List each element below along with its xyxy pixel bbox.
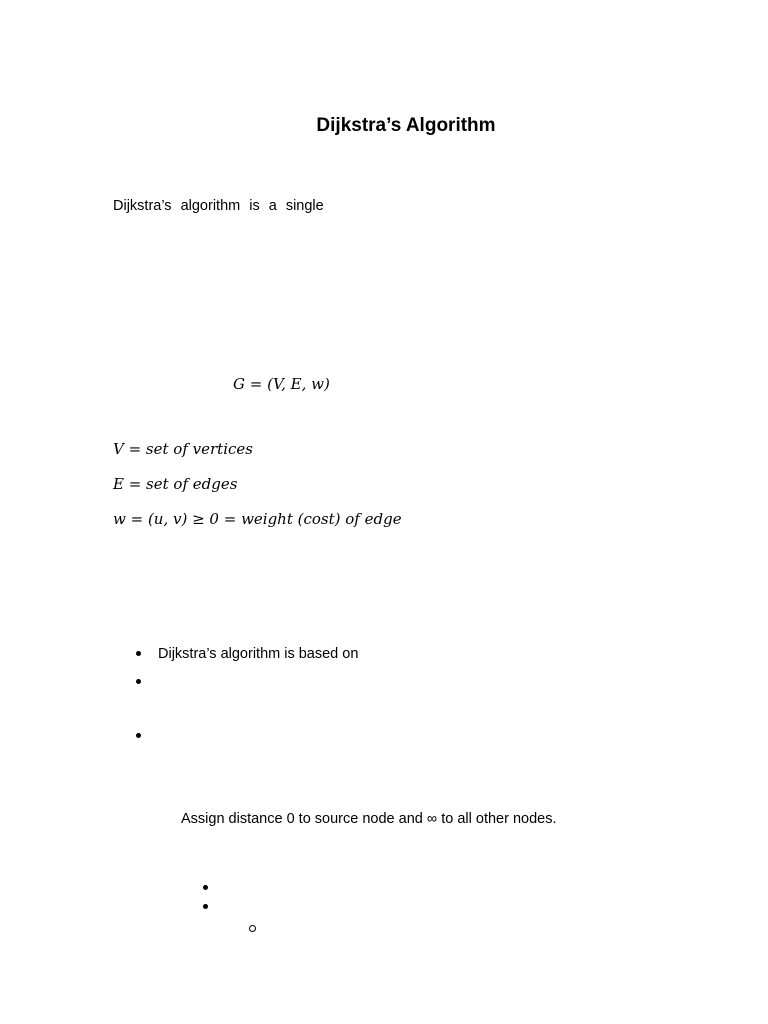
step-text: Assign distance 0 to source node and ∞ to all other nodes. xyxy=(181,811,557,827)
bullet-icon xyxy=(203,904,208,909)
page-title: Dijkstra’s Algorithm xyxy=(316,115,496,136)
bullet-icon xyxy=(136,651,141,656)
hollow-bullet-icon xyxy=(249,925,256,932)
graph-definition: G = (V, E, w) xyxy=(233,375,330,393)
bullet-icon xyxy=(203,885,208,890)
bullet-icon xyxy=(136,679,141,684)
weight-definition: w = (u, v) ≥ 0 = weight (cost) of edge xyxy=(113,510,402,528)
list-item-text: Dijkstra’s algorithm is based on xyxy=(158,646,359,662)
edges-definition: E = set of edges xyxy=(113,475,238,493)
bullet-icon xyxy=(136,733,141,738)
vertices-definition: V = set of vertices xyxy=(113,440,253,458)
intro-paragraph: Dijkstra’s algorithm is a single xyxy=(113,198,324,214)
